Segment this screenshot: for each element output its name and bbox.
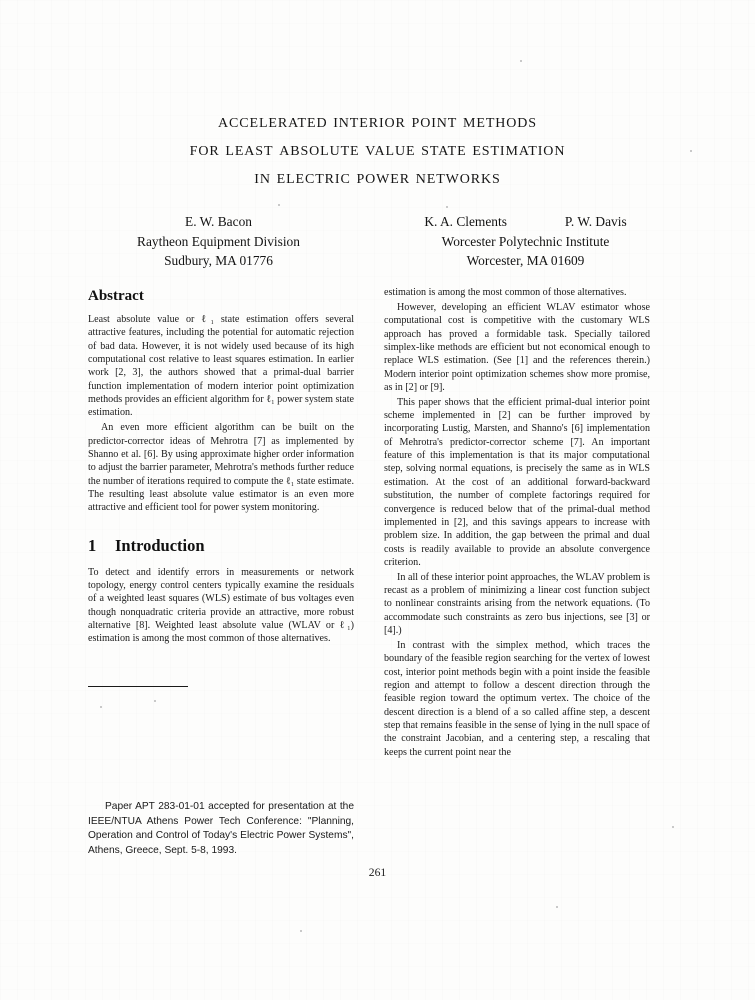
footnote bbox=[88, 800, 354, 858]
author-group-left bbox=[80, 212, 358, 271]
footnote-line: the IEEE/NTUA Athens Power Tech Conference: bbox=[88, 801, 354, 827]
section-number: 1 bbox=[88, 535, 97, 555]
author-location: Sudbury, MA 01776 bbox=[164, 253, 273, 268]
title-line-1: accelerated interior point methods bbox=[218, 111, 537, 132]
author-name: E. W. Bacon bbox=[185, 214, 252, 229]
scan-speck bbox=[100, 706, 102, 708]
abstract-paragraph: An even more efficient algorithm can be built on the predictor-corrector ideas of Mehrotra [7] as implemented by Shanno et al. [6]. By using approximate higher order information to adjust the barrier parameter, Mehrotra's methods further reduce the number of iterations required to compute the ℓ₁ state estimate. The resulting least absolute value estimator is an even more attractive and efficient tool for power system monitoring. bbox=[88, 422, 354, 514]
scan-speck bbox=[154, 700, 156, 702]
author-group-right bbox=[376, 212, 676, 271]
section-title: Introduction bbox=[115, 535, 205, 555]
scan-speck bbox=[278, 204, 280, 206]
author-name: K. A. Clements bbox=[424, 214, 507, 229]
author-names-row bbox=[376, 212, 676, 232]
column-left bbox=[88, 286, 354, 646]
page-number: 261 bbox=[368, 866, 387, 879]
introduction-paragraph: To detect and identify errors in measurements or network topology, energy control centers typically examine the residuals of a weighted least squares (WLS) estimate of bus voltages even though nonquadratic criteria provide an attractive, more robust alternative [8]. Weighted least absolute value (WLAV or ℓ₁) estimation is among the most common of those alternatives. bbox=[88, 566, 354, 645]
author-block bbox=[60, 212, 695, 271]
abstract-heading: Abstract bbox=[88, 288, 144, 304]
column-right bbox=[384, 286, 650, 759]
introduction-paragraph-continued: estimation is among the most common of those alternatives. bbox=[384, 287, 627, 298]
introduction-paragraph: In all of these interior point approaches, the WLAV problem is recast as a problem of minimizing a linear cost function subject to nonlinear constraints arising from the network equations. (To accommodate such constraints as zero bus injections, see [3] or [4].) bbox=[384, 571, 650, 637]
author-affiliation: Raytheon Equipment Division bbox=[137, 233, 300, 249]
introduction-heading bbox=[88, 536, 354, 556]
scan-speck bbox=[520, 60, 522, 62]
scan-speck bbox=[556, 906, 558, 908]
page-title bbox=[60, 108, 695, 192]
footnote-line: "Planning, Operation and Control of Today's Electric bbox=[88, 815, 354, 842]
footnote-line: Paper APT 283-01-01 accepted for presentation at bbox=[105, 801, 337, 812]
footnote-line: Power Systems", Athens, Greece, Sept. 5-8, 1993. bbox=[88, 830, 354, 856]
footnote-divider bbox=[88, 686, 188, 687]
author-name: P. W. Davis bbox=[564, 214, 627, 229]
abstract-paragraph: Least absolute value or ℓ₁ state estimation offers several attractive features, including the potential for automatic rejection of bad data. However, it is not widely used because of its high computational cost relative to least squares estimation. In earlier work [2, 3], the authors showed that a primal-dual barrier function implementation of modern interior point optimization methods provides an efficient algorithm for ℓ₁ power system state estimation. bbox=[88, 314, 354, 419]
title-line-3: in electric power networks bbox=[254, 167, 501, 188]
scan-speck bbox=[300, 930, 302, 932]
introduction-paragraph: In contrast with the simplex method, which traces the boundary of the feasible region searching for the vertex of lowest cost, interior point methods begin with a point inside the feasible region and attempt to follow a descent direction through the feasible region toward the optimum vertex. The choice of the descent direction is a blend of a so called affine step, a descent step that remains feasible in the sense of lying in the null space of the constraint Jacobian, and a centering step, a rescaling that keeps the current point near the bbox=[384, 639, 650, 758]
introduction-paragraph: This paper shows that the efficient primal-dual interior point scheme implemented in [2] can be further improved by incorporating Lustig, Marsten, and Shanno's [6] implementation of Mehrotra's predictor-corrector scheme [7]. An important feature of this implementation is that its major computational step, solving normal equations, is precisely the same as in WLS estimation. At the cost of an additional forward-backward substitution, the number of complete factorings required for convergence is reduced below that of the primal-dual method implemented in [2], and this savings appears to increase with problem size. In addition, the gap between the primal and dual costs is readily available to provide an absolute convergence criterion. bbox=[384, 396, 650, 568]
scan-speck bbox=[672, 826, 674, 828]
scan-speck bbox=[446, 206, 448, 208]
author-location: Worcester, MA 01609 bbox=[466, 253, 585, 268]
title-line-2: for least absolute value state estimation bbox=[189, 139, 566, 160]
introduction-paragraph: However, developing an efficient WLAV estimator whose computational cost is competitive with the customary WLS approach has proved a formidable task. Specially tailored simplex-like methods are efficient but not economical enough to replace WLS estimation. (See [1] and the references therein.) Modern interior point optimization schemes show more promise, as in [2] or [9]. bbox=[384, 301, 650, 393]
author-affiliation: Worcester Polytechnic Institute bbox=[441, 233, 610, 249]
